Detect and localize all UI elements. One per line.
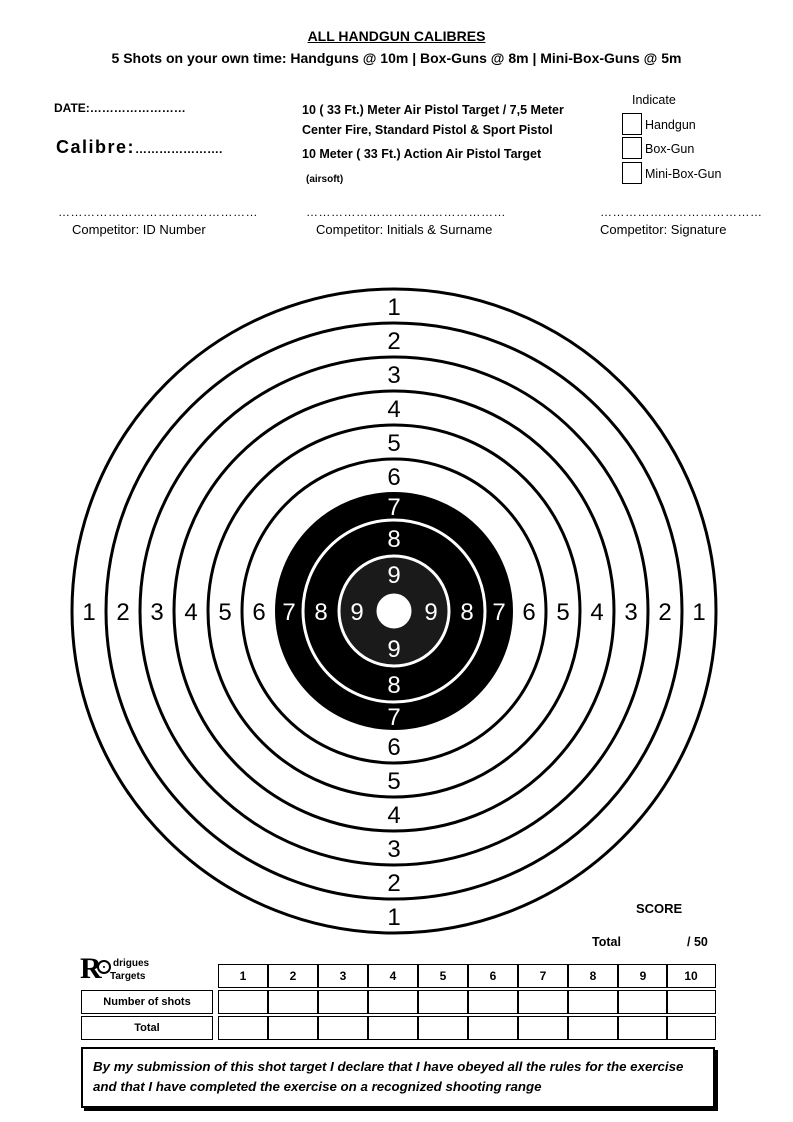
score-cell[interactable] <box>568 990 618 1014</box>
ring-score-label: 3 <box>387 836 401 863</box>
score-cell[interactable] <box>268 990 318 1014</box>
calibre-dots: …………………. <box>135 142 223 156</box>
page-title: ALL HANDGUN CALIBRES <box>307 28 486 44</box>
shot-column-header: 9 <box>618 964 668 988</box>
ring-score-label: 4 <box>184 599 198 626</box>
total-out-of: / 50 <box>687 935 708 949</box>
ring-score-label: 4 <box>387 802 401 829</box>
signature-line[interactable]: ………………………………… <box>600 205 763 219</box>
score-cell[interactable] <box>618 990 668 1014</box>
score-cell[interactable] <box>418 990 468 1014</box>
ring-score-label: 5 <box>556 599 570 626</box>
crosshair-icon <box>97 960 111 974</box>
score-cell[interactable] <box>618 1016 668 1040</box>
ring-score-label: 2 <box>116 599 130 626</box>
score-cell[interactable] <box>218 1016 268 1040</box>
ring-score-label: 8 <box>314 599 328 626</box>
center-ring <box>377 594 411 628</box>
shot-column-header: 1 <box>218 964 268 988</box>
shot-column-header: 4 <box>368 964 418 988</box>
calibre-label: Calibre: <box>56 137 136 157</box>
score-label: SCORE <box>636 901 683 916</box>
declaration-box: By my submission of this shot target I declare that I have obeyed all the rules for the exercise and that I have completed the exercise on a recognized shooting range <box>81 1047 715 1108</box>
shot-column-header: 8 <box>568 964 618 988</box>
ring-score-label: 7 <box>282 599 296 626</box>
ring-score-label: 8 <box>387 526 401 553</box>
ring-score-label: 3 <box>387 362 401 389</box>
ring-score-label: 5 <box>218 599 232 626</box>
indicate-label: Indicate <box>632 93 676 107</box>
ring-score-label: 5 <box>387 430 401 457</box>
score-cell[interactable] <box>318 990 368 1014</box>
logo-text: drigues <box>113 958 150 969</box>
shot-column-header: 6 <box>468 964 518 988</box>
ring-score-label: 8 <box>387 672 401 699</box>
shot-column-header: 5 <box>418 964 468 988</box>
score-cell[interactable] <box>218 990 268 1014</box>
score-cell[interactable] <box>518 1016 568 1040</box>
ring-score-label: 2 <box>658 599 672 626</box>
target-description-note: (airsoft) <box>306 174 344 185</box>
score-cell[interactable] <box>518 990 568 1014</box>
ring-score-label: 6 <box>522 599 536 626</box>
ring-score-label: 6 <box>387 734 401 761</box>
score-cell[interactable] <box>568 1016 618 1040</box>
id-number-label: Competitor: ID Number <box>72 222 206 237</box>
target-description-line: 10 Meter ( 33 Ft.) Action Air Pistol Target <box>302 147 542 161</box>
score-row-label: Total <box>81 1016 213 1040</box>
surname-label: Competitor: Initials & Surname <box>316 222 493 237</box>
mini-box-gun-option-label: Mini-Box-Gun <box>645 167 722 181</box>
ring-score-label: 9 <box>387 562 401 589</box>
signature-label: Competitor: Signature <box>600 222 727 237</box>
page-subtitle: 5 Shots on your own time: Handguns @ 10m | Box-Guns @ 8m | Mini-Box-Guns @ 5m <box>111 50 682 66</box>
ring-score-label: 1 <box>82 599 96 626</box>
ring-score-label: 9 <box>387 636 401 663</box>
target-description-line: 10 ( 33 Ft.) Meter Air Pistol Target / 7,5 Meter <box>302 103 564 117</box>
logo-letter: R <box>80 952 102 985</box>
ring-score-label: 1 <box>387 294 401 321</box>
score-cell[interactable] <box>268 1016 318 1040</box>
score-cell[interactable] <box>418 1016 468 1040</box>
ring-score-label: 7 <box>492 599 506 626</box>
ring-score-label: 3 <box>150 599 164 626</box>
score-cell[interactable] <box>468 1016 518 1040</box>
date-label: DATE: <box>54 101 90 115</box>
shot-column-header: 3 <box>318 964 368 988</box>
score-cell[interactable] <box>368 990 418 1014</box>
ring-score-label: 8 <box>460 599 474 626</box>
score-cell[interactable] <box>666 1016 716 1040</box>
shot-column-header: 2 <box>268 964 318 988</box>
id-number-line[interactable]: ………………………………………… <box>58 205 258 219</box>
score-row-label: Number of shots <box>81 990 213 1014</box>
score-cell[interactable] <box>318 1016 368 1040</box>
target-description-line: Center Fire, Standard Pistol & Sport Pistol <box>302 123 553 137</box>
handgun-option-label: Handgun <box>645 118 696 132</box>
box-gun-option-label: Box-Gun <box>645 142 695 156</box>
score-cell[interactable] <box>666 990 716 1014</box>
date-dots: …………………… <box>89 101 186 115</box>
ring-score-label: 1 <box>387 904 401 931</box>
ring-score-label: 9 <box>350 599 364 626</box>
shot-column-header: 7 <box>518 964 568 988</box>
surname-line[interactable]: ………………………………………… <box>306 205 506 219</box>
ring-score-label: 4 <box>387 396 401 423</box>
shot-column-header: 10 <box>666 964 716 988</box>
ring-score-label: 2 <box>387 870 401 897</box>
total-label: Total <box>592 935 621 949</box>
logo-text: Targets <box>110 971 146 982</box>
brand-logo <box>80 952 180 986</box>
score-cell[interactable] <box>368 1016 418 1040</box>
ring-score-label: 3 <box>624 599 638 626</box>
ring-score-label: 2 <box>387 328 401 355</box>
ring-score-label: 9 <box>424 599 438 626</box>
ring-score-label: 4 <box>590 599 604 626</box>
score-cell[interactable] <box>468 990 518 1014</box>
ring-score-label: 6 <box>252 599 266 626</box>
ring-score-label: 7 <box>387 494 401 521</box>
ring-score-label: 7 <box>387 704 401 731</box>
ring-score-label: 1 <box>692 599 706 626</box>
ring-score-label: 6 <box>387 464 401 491</box>
ring-score-label: 5 <box>387 768 401 795</box>
